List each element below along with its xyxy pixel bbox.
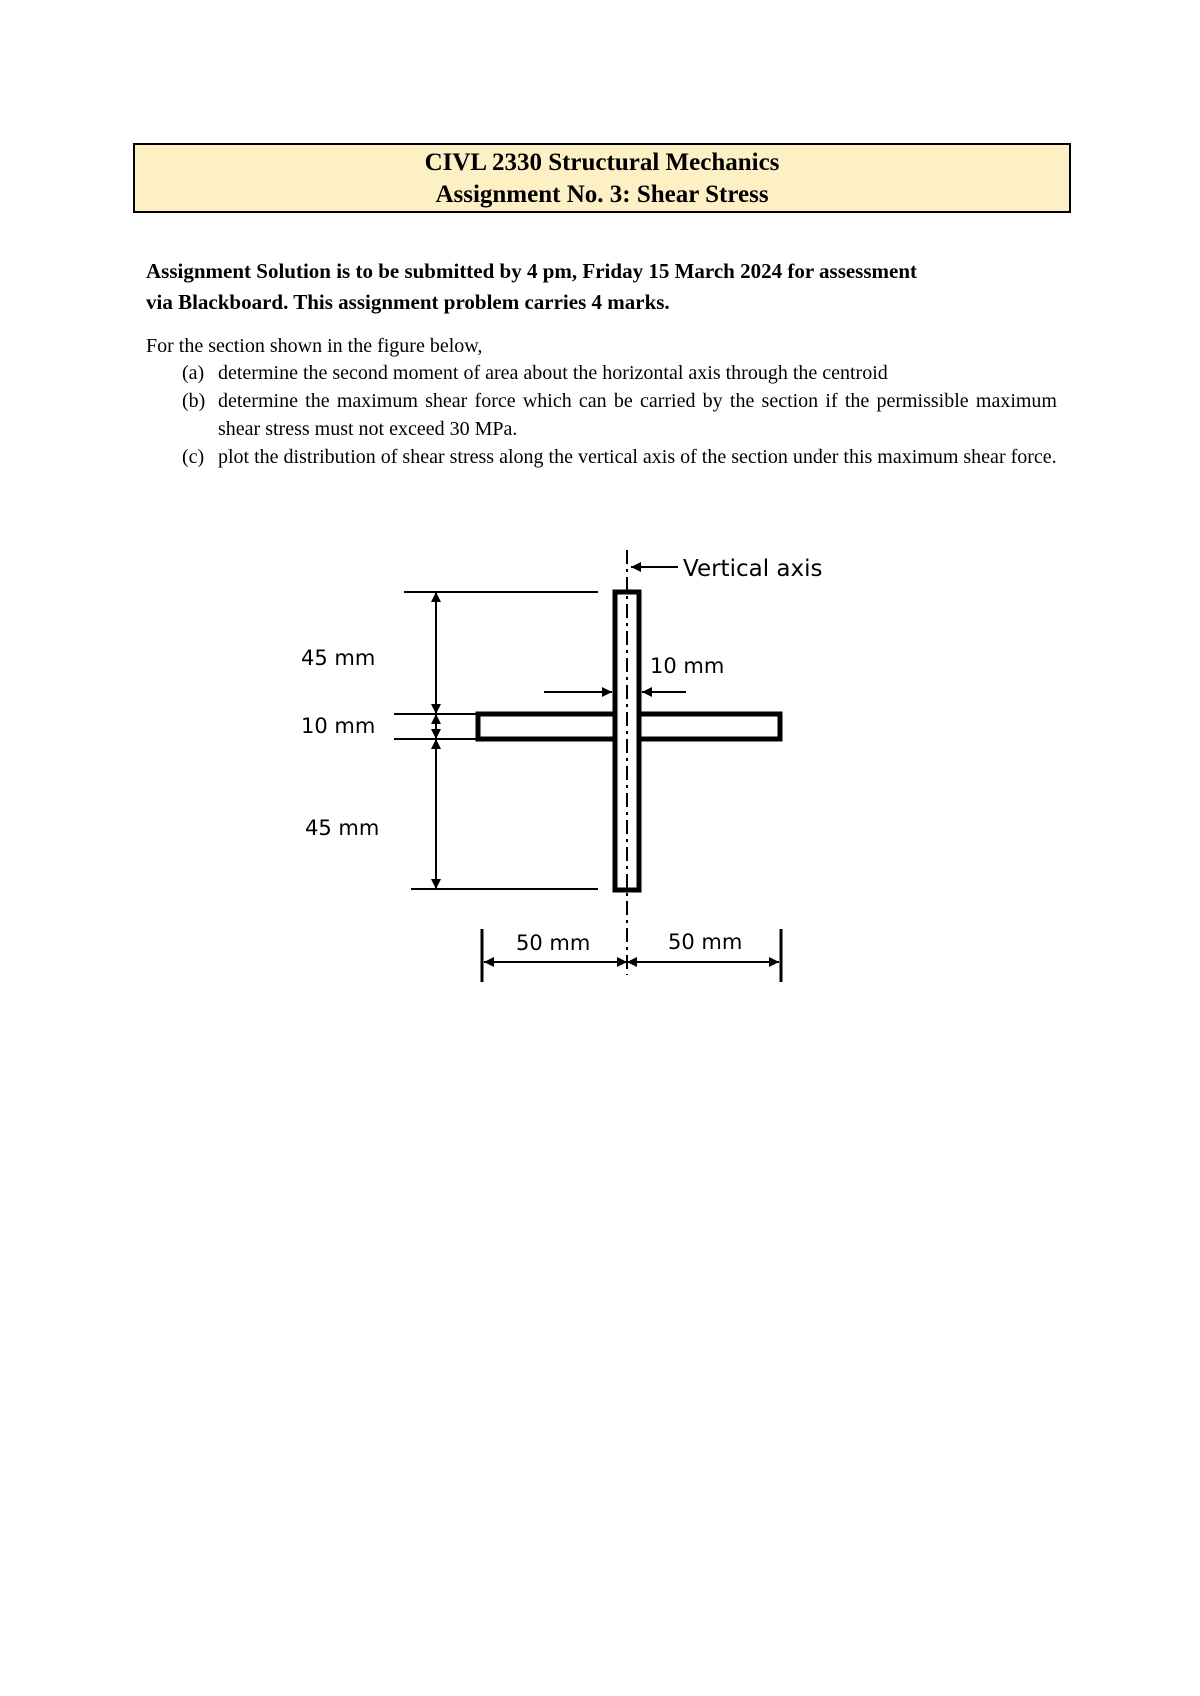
dim-label-right-50: 50 mm <box>668 930 743 954</box>
dim-label-bottom-45: 45 mm <box>305 816 380 840</box>
vertical-axis-label: Vertical axis <box>683 556 823 582</box>
task-c-text: plot the distribution of shear stress along the vertical axis of the section under this maximum shear force. <box>218 446 1057 468</box>
dim-label-flange-10: 10 mm <box>301 714 376 738</box>
intro-text: For the section shown in the figure below, <box>146 335 483 357</box>
assignment-title: Assignment No. 3: Shear Stress <box>435 181 769 208</box>
course-title: CIVL 2330 Structural Mechanics <box>424 149 780 176</box>
dim-label-left-50: 50 mm <box>516 931 591 955</box>
task-c-label: (c) <box>182 446 205 468</box>
submission-line-1: Assignment Solution is to be submitted by 4 pm, Friday 15 March 2024 for assessment <box>146 259 918 283</box>
dim-label-top-45: 45 mm <box>301 646 376 670</box>
task-a-label: (a) <box>182 362 205 384</box>
submission-line-2: via Blackboard. This assignment problem carries 4 marks. <box>146 290 670 314</box>
task-b-text: determine the maximum shear force which can be carried by the section if the permissible maximum shear stress must not exceed 30 MPa. <box>218 390 1057 440</box>
dim-label-web-10: 10 mm <box>650 654 725 678</box>
task-a-text: determine the second moment of area about the horizontal axis through the centroid <box>218 362 888 384</box>
task-b-label: (b) <box>182 390 206 412</box>
